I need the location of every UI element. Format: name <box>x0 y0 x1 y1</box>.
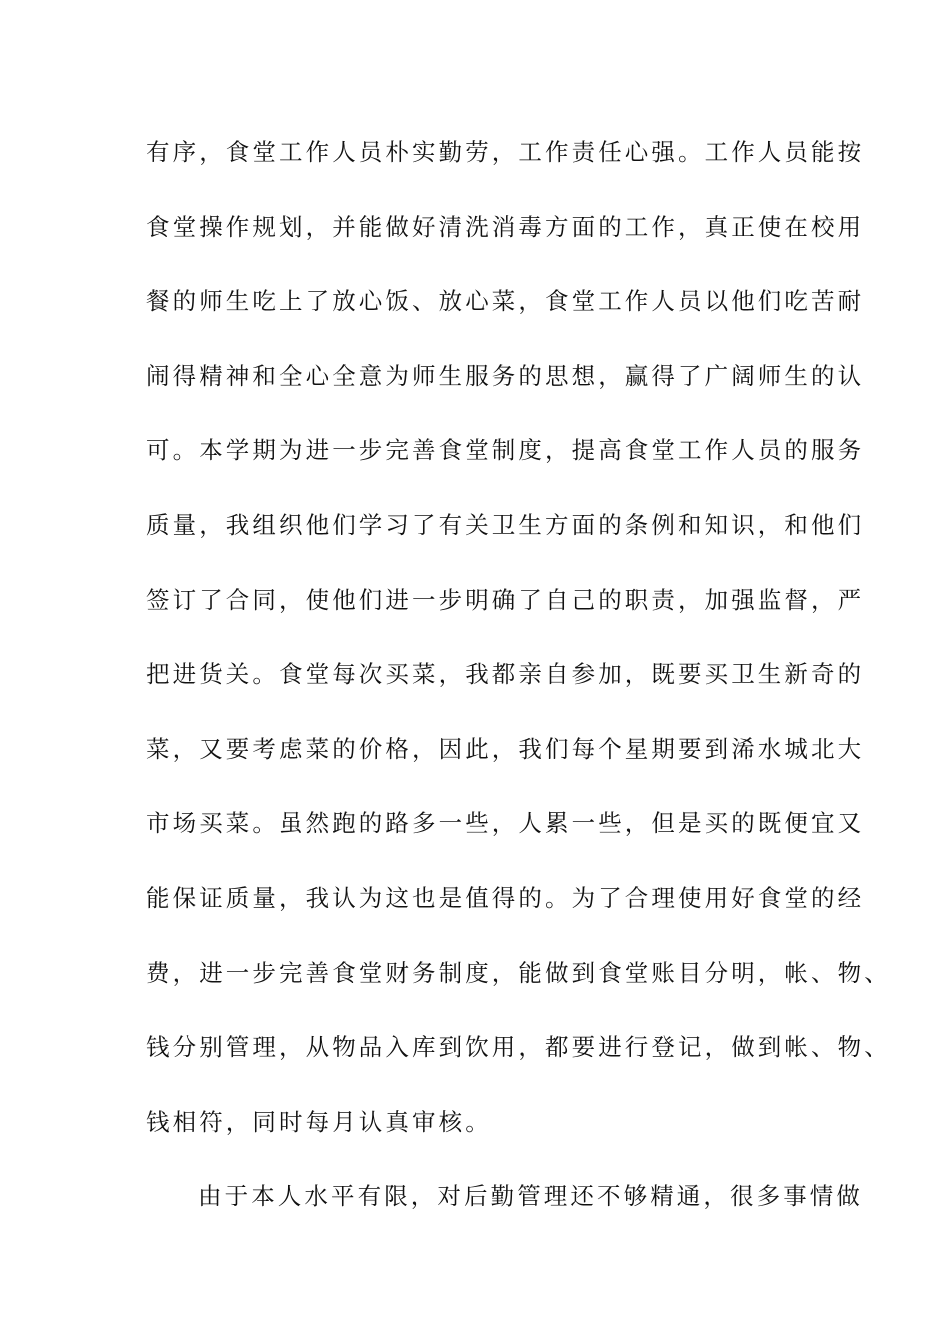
text-line: 市场买菜。虽然跑的路多一些，人累一些，但是买的既便宜又 <box>146 809 865 838</box>
text-line: 钱分别管理，从物品入库到饮用，都要进行登记，做到帐、物、 <box>146 1033 891 1062</box>
text-line: 钱相符，同时每月认真审核。 <box>146 1107 492 1136</box>
text-line: 质量，我组织他们学习了有关卫生方面的条例和知识，和他们 <box>146 510 865 539</box>
text-line: 费，进一步完善食堂财务制度，能做到食堂账目分明，帐、物、 <box>146 958 891 987</box>
paragraph-start-line: 由于本人水平有限，对后勤管理还不够精通，很多事情做 <box>198 1182 863 1211</box>
body-text <box>146 130 891 1249</box>
text-line: 有序，食堂工作人员朴实勤劳，工作责任心强。工作人员能按 <box>146 138 865 166</box>
text-line: 菜，又要考虑菜的价格，因此，我们每个星期要到浠水城北大 <box>146 734 865 763</box>
text-line: 把进货关。食堂每次买菜，我都亲自参加，既要买卫生新奇的 <box>146 660 865 689</box>
text-line: 签订了合同，使他们进一步明确了自己的职责，加强监督，严 <box>146 585 865 614</box>
text-line: 食堂操作规划，并能做好清洗消毒方面的工作，真正使在校用 <box>146 212 865 241</box>
text-line: 可。本学期为进一步完善食堂制度，提高食堂工作人员的服务 <box>146 436 865 465</box>
text-line: 能保证质量，我认为这也是值得的。为了合理使用好食堂的经 <box>146 883 865 912</box>
text-line: 闹得精神和全心全意为师生服务的思想，赢得了广阔师生的认 <box>146 361 865 390</box>
text-line: 餐的师生吃上了放心饭、放心菜，食堂工作人员以他们吃苦耐 <box>146 287 865 316</box>
